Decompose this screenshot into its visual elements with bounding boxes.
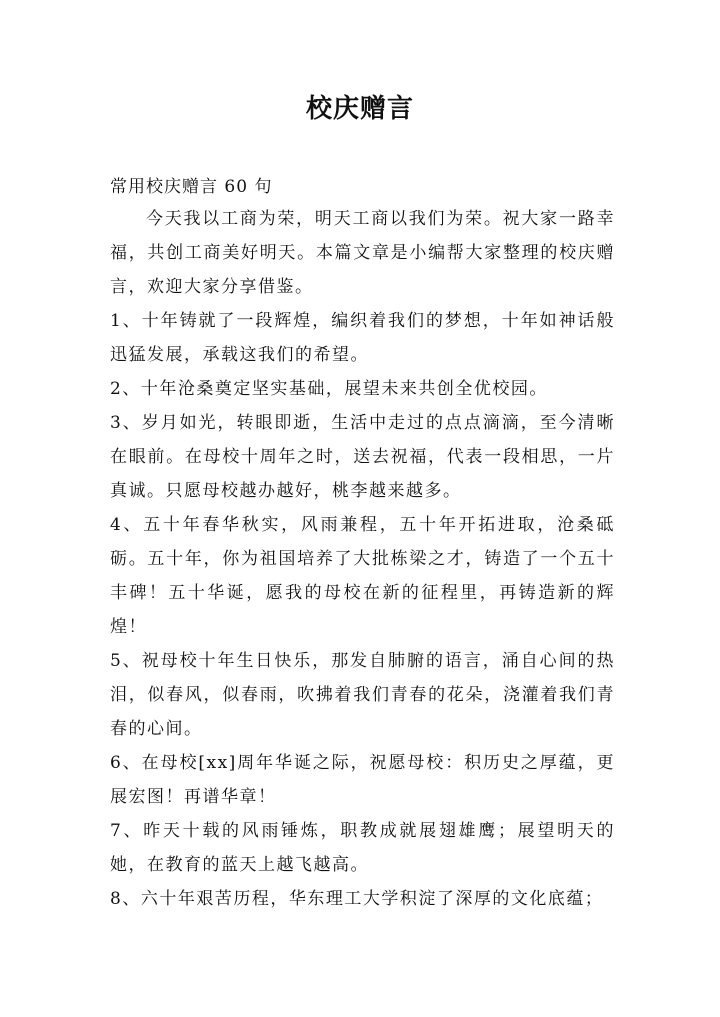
list-item: 2、十年沧桑奠定坚实基础，展望未来共创全优校园。	[110, 379, 548, 399]
list-item: 5、祝母校十年生日快乐，那发自肺腑的语言，涌自心间的热泪，似春风，似春雨，吹拂着我们青春的花朵，浇灌着我们青春的心间。	[110, 651, 615, 739]
list-item: 1、十年铸就了一段辉煌，编织着我们的梦想，十年如神话般迅猛发展，承载这我们的希望。	[110, 311, 615, 365]
list-item: 6、在母校[xx]周年华诞之际，祝愿母校：积历史之厚蕴，更展宏图！再谱华章！	[110, 753, 615, 807]
document-body	[110, 202, 615, 916]
document-title: 校庆赠言	[305, 94, 414, 124]
list-item: 8、六十年艰苦历程，华东理工大学积淀了深厚的文化底蕴；	[110, 889, 604, 909]
intro-paragraph: 今天我以工商为荣，明天工商以我们为荣。祝大家一路幸福，共创工商美好明天。本篇文章是小编帮大家整理的校庆赠言，欢迎大家分享借鉴。	[110, 209, 615, 297]
list-item: 3、岁月如光，转眼即逝，生活中走过的点点滴滴，至今清晰在眼前。在母校十周年之时，送去祝福，代表一段相思，一片真诚。只愿母校越办越好，桃李越来越多。	[110, 413, 615, 501]
document-subtitle: 常用校庆赠言 60 句	[110, 177, 273, 197]
list-item: 4、五十年春华秋实，风雨兼程，五十年开拓进取，沧桑砥砺。五十年，你为祖国培养了大批栋梁之才，铸造了一个五十丰碑！五十华诞，愿我的母校在新的征程里，再铸造新的辉煌！	[110, 515, 615, 637]
list-item: 7、昨天十载的风雨锤炼，职教成就展翅雄鹰；展望明天的她，在教育的蓝天上越飞越高。	[110, 821, 615, 875]
